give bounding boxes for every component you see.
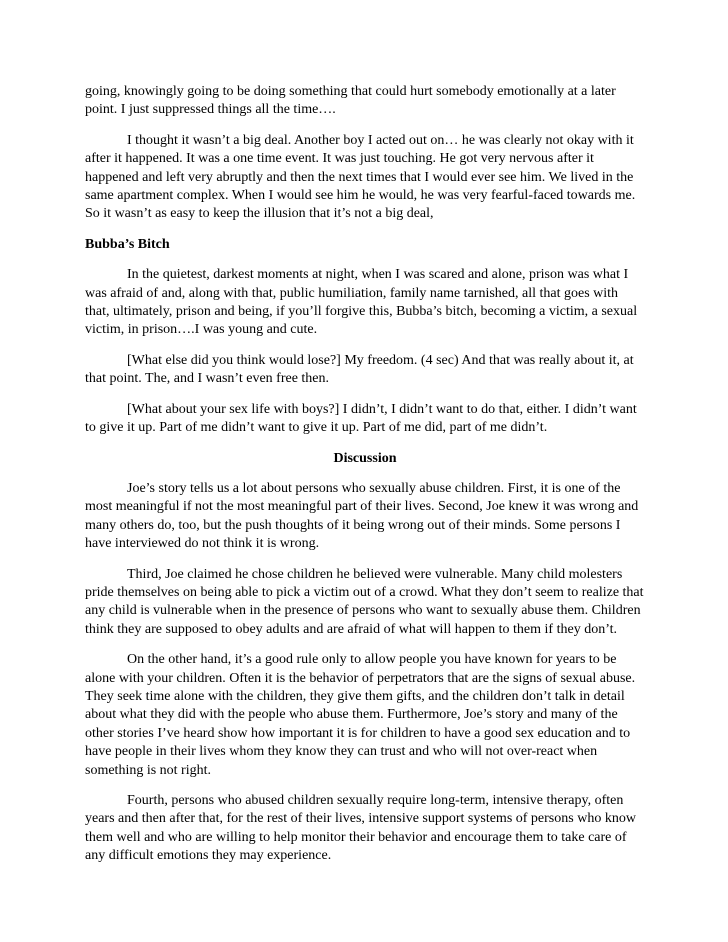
paragraph: In the quietest, darkest moments at night, when I was scared and alone, prison was what I was afraid of and, along with that, public humiliation, family name tarnished, all that goes with that, ultimately, prison and being, if you’ll forgive this, Bubba’s bitch, becoming a victim, a sexual victim, in prison….I was young and cute.: [85, 267, 638, 338]
document-page: [85, 83, 645, 878]
paragraph: I thought it wasn’t a big deal. Another boy I acted out on… he was clearly not okay with it after it happened. It was a one time event. It was just touching. He got very nervous after it happened and left very abruptly and then the next times that I would ever see him. We lived in the same apartment complex. When I would see him he would, he was very fearful-faced towards me. So it wasn’t as easy to keep the illusion that it’s not a big deal,: [85, 132, 636, 222]
section-heading: Bubba’s Bitch: [85, 236, 170, 252]
section-heading: Discussion: [333, 450, 397, 466]
paragraph: On the other hand, it’s a good rule only to allow people you have known for years to be alone with your children. Often it is the behavior of perpetrators that are the signs of sexual abuse. They seek time alone with the children, they give them gifts, and the children don’t talk in detail about what they did with the people who abuse them. Furthermore, Joe’s story and many of the other stories I’ve heard show how important it is for children to have a good sex education and to have people in their lives whom they know they can trust and who will not over-react when something is not right.: [85, 652, 636, 778]
paragraph: Third, Joe claimed he chose children he believed were vulnerable. Many child molesters pride themselves on being able to pick a victim out of a crowd. What they don’t seem to realize that any child is vulnerable when in the presence of persons who want to sexually abuse them. Children think they are supposed to obey adults and are afraid of what will happen to them if they don’t.: [85, 566, 644, 637]
paragraph: [What else did you think would lose?] My freedom. (4 sec) And that was really about it, at that point. The, and I wasn’t even free then.: [85, 352, 634, 387]
paragraph: Fourth, persons who abused children sexually require long-term, intensive therapy, often years and then after that, for the rest of their lives, intensive support systems of persons who know them well and who are willing to help monitor their behavior and encourage them to take care of any difficult emotions they may experience.: [85, 793, 636, 864]
paragraph-continued: going, knowingly going to be doing something that could hurt somebody emotionally at a later point. I just suppressed things all the time….: [85, 84, 616, 118]
paragraph: [What about your sex life with boys?] I didn’t, I didn’t want to do that, either. I didn’t want to give it up. Part of me didn’t want to give it up. Part of me did, part of me didn’t.: [85, 401, 637, 436]
paragraph: Joe’s story tells us a lot about persons who sexually abuse children. First, it is one of the most meaningful if not the most meaningful part of their lives. Second, Joe knew it was wrong and many others do, too, but the push thoughts of it being wrong out of their minds. Some persons I have interviewed do not think it is wrong.: [85, 480, 639, 552]
